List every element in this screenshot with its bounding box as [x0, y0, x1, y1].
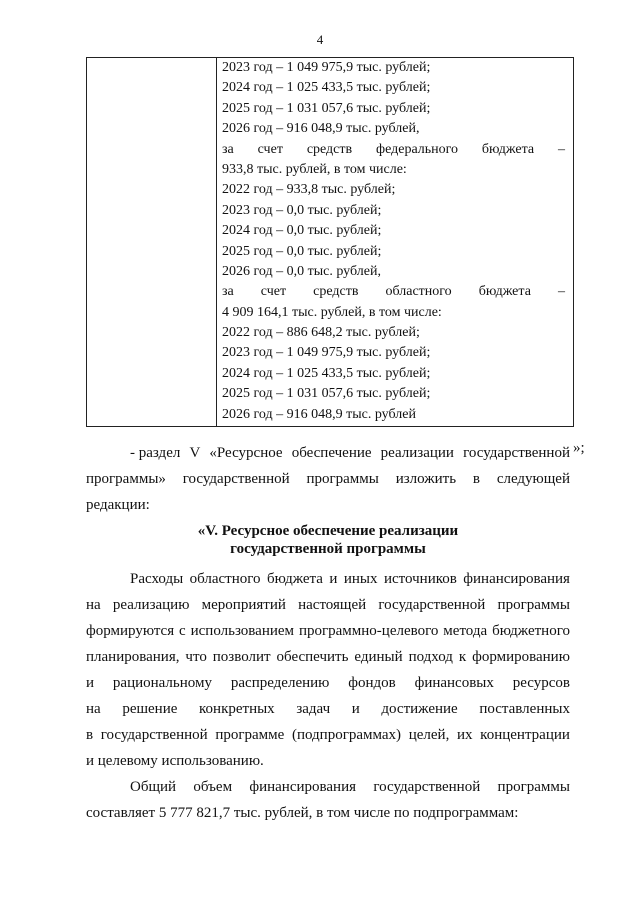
word: мероприятий	[201, 597, 286, 613]
section-intro-paragraph	[86, 440, 570, 518]
word: иных	[343, 571, 378, 587]
word: бюджета	[478, 284, 531, 300]
word: финансовых	[414, 675, 494, 691]
table-cell-line: 2024 год – 1 025 433,5 тыс. рублей;	[222, 365, 431, 381]
word: государственной	[463, 445, 570, 461]
text-line	[86, 592, 570, 618]
word: на	[86, 701, 101, 717]
table-cell-line: 2022 год – 933,8 тыс. рублей;	[222, 182, 396, 198]
word: их	[456, 727, 473, 743]
word: федерального	[376, 141, 459, 157]
word: поставленных	[479, 701, 570, 717]
text-line	[86, 696, 570, 722]
word: в	[86, 727, 94, 743]
word: программы	[306, 471, 379, 487]
text-line: редакции:	[86, 497, 150, 513]
word: объем	[193, 779, 233, 795]
word: достижение	[381, 701, 458, 717]
text-line	[86, 774, 570, 800]
word: решение	[122, 701, 178, 717]
word: –	[557, 284, 565, 300]
word: (подпрограммах)	[291, 727, 402, 743]
word: областного	[189, 571, 261, 587]
table-cell-line: 2023 год – 0,0 тыс. рублей;	[222, 202, 382, 218]
funding-table	[86, 57, 574, 427]
section-heading	[86, 522, 570, 558]
table-cell-line: 2025 год – 0,0 тыс. рублей;	[222, 243, 382, 259]
word: настоящей	[298, 597, 367, 613]
word: задач	[296, 701, 331, 717]
body-paragraph-2	[86, 774, 570, 826]
table-cell-line: 2023 год – 1 049 975,9 тыс. рублей;	[222, 345, 431, 361]
word: программы	[497, 779, 570, 795]
word: изложить	[395, 471, 457, 487]
word: счет	[257, 141, 283, 157]
word: программы	[497, 597, 570, 613]
word: конкретных	[199, 701, 275, 717]
word: - раздел	[130, 445, 181, 461]
word: программы»	[86, 471, 166, 487]
word: V	[189, 445, 201, 461]
word: счет	[260, 284, 287, 300]
word: государственной	[373, 779, 481, 795]
table-cell-line: 2025 год – 1 031 057,6 тыс. рублей;	[222, 100, 431, 116]
word: обеспечить	[276, 649, 349, 665]
word: к	[458, 649, 467, 665]
word: программе	[215, 727, 285, 743]
closing-quote: »;	[573, 440, 585, 456]
word: финансирования	[463, 571, 570, 587]
table-cell-line: 2024 год – 0,0 тыс. рублей;	[222, 223, 382, 239]
text-line	[86, 670, 570, 696]
table-cell-line	[222, 282, 565, 302]
page-number: 4	[316, 32, 324, 47]
table-cell-line: 933,8 тыс. рублей, в том числе:	[222, 161, 407, 177]
word: реализацию	[112, 597, 190, 613]
word: реализации	[380, 445, 454, 461]
text-line	[86, 644, 570, 670]
word: планирования,	[86, 649, 180, 665]
word: формируются	[86, 623, 175, 639]
word: на	[86, 597, 101, 613]
text-line	[86, 466, 570, 492]
table-cell-line: 2026 год – 916 048,9 тыс. рублей	[222, 406, 416, 422]
word: государственной	[100, 727, 208, 743]
word: и	[351, 701, 360, 717]
word: источников	[383, 571, 457, 587]
word: подход	[408, 649, 453, 665]
word: Расходы	[130, 571, 184, 587]
word: формированию	[472, 649, 570, 665]
table-cell-line: 2025 год – 1 031 057,6 тыс. рублей;	[222, 386, 431, 402]
word: метода	[443, 623, 488, 639]
heading-line: «V. Ресурсное обеспечение реализации	[197, 523, 459, 539]
word: бюджета	[267, 571, 323, 587]
word: государственной	[182, 471, 290, 487]
heading-line: государственной программы	[230, 541, 426, 557]
word: «Ресурсное	[209, 445, 283, 461]
word: следующей	[496, 471, 570, 487]
table-cell-line: 2023 год – 1 049 975,9 тыс. рублей;	[222, 60, 431, 75]
table-cell-line: 2024 год – 1 025 433,5 тыс. рублей;	[222, 80, 431, 96]
table-cell-line: 4 909 164,1 тыс. рублей, в том числе:	[222, 304, 442, 320]
text-line: составляет 5 777 821,7 тыс. рублей, в том числе по подпрограммам:	[86, 805, 519, 821]
table-cell-line: 2022 год – 886 648,2 тыс. рублей;	[222, 325, 420, 341]
text-line	[86, 440, 570, 466]
word: концентрации	[480, 727, 570, 743]
word: финансирования	[249, 779, 357, 795]
word: программно-целевого	[298, 623, 439, 639]
table-cell-line	[222, 140, 565, 160]
word: –	[557, 141, 565, 157]
word: за	[222, 284, 234, 300]
text-line: и целевому использованию.	[86, 753, 264, 769]
text-line	[86, 722, 570, 748]
text-line	[86, 566, 570, 592]
body-paragraph-1	[86, 566, 570, 774]
word: единый	[354, 649, 403, 665]
word: фондов	[348, 675, 396, 691]
word: и	[329, 571, 338, 587]
word: обеспечение	[291, 445, 372, 461]
word: с	[179, 623, 186, 639]
word: средств	[313, 284, 359, 300]
word: бюджетного	[492, 623, 570, 639]
word: государственной	[378, 597, 486, 613]
table-cell-line: 2026 год – 0,0 тыс. рублей,	[222, 263, 381, 279]
table-column-divider	[216, 58, 217, 426]
table-cell-funding-details	[222, 58, 565, 425]
word: в	[472, 471, 480, 487]
word: средств	[306, 141, 353, 157]
word: и	[86, 675, 95, 691]
word: распределению	[230, 675, 330, 691]
word: целей,	[408, 727, 450, 743]
text-line	[86, 618, 570, 644]
word: Общий	[130, 779, 177, 795]
word: что	[185, 649, 207, 665]
word: использованием	[190, 623, 295, 639]
word: рациональному	[112, 675, 212, 691]
word: бюджета	[481, 141, 535, 157]
word: за	[222, 141, 234, 157]
table-cell-line: 2026 год – 916 048,9 тыс. рублей,	[222, 121, 420, 137]
word: областного	[385, 284, 452, 300]
word: позволит	[212, 649, 271, 665]
word: ресурсов	[512, 675, 570, 691]
